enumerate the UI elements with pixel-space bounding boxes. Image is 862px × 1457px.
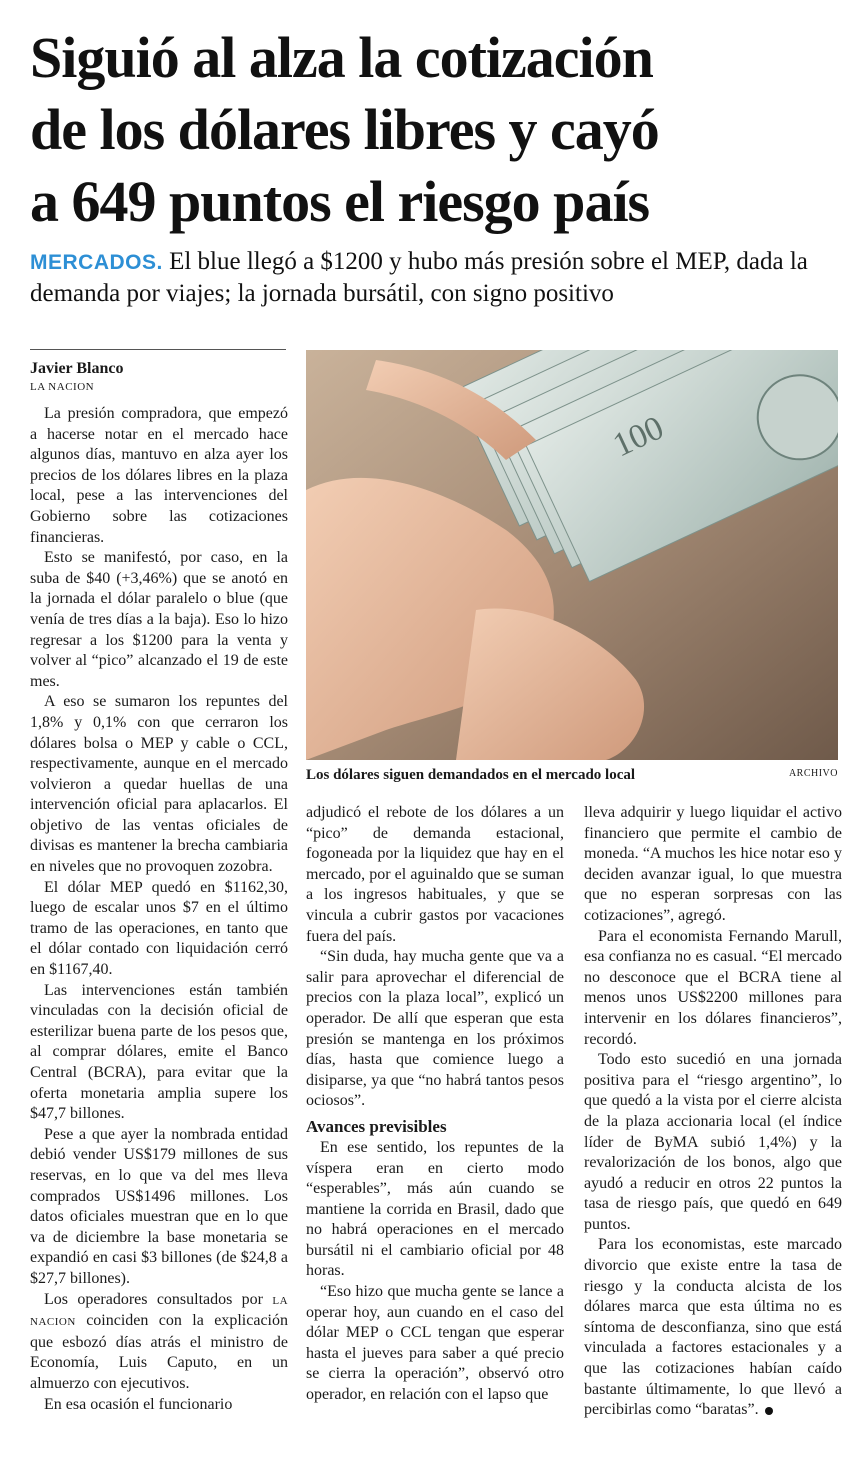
paragraph-text: Los operadores consultados por [44, 1290, 264, 1308]
paragraph: adjudicó el rebote de los dólares a un “pico” de demanda estacional, fogoneada por la liquidez que hay en el mercado, por el aguinaldo que se suman a los ingresos habituales, y que se vincula a cubrir gastos por vacaciones fuera del país. [306, 804, 564, 945]
headline-line-2: de los dólares libres y cayó [30, 97, 659, 162]
paragraph: En ese sentido, los repuntes de la víspera eran en cierto modo “esperables”, más aún cuando se mantiene la corrida en Brasil, dado que no habrá operaciones en el mercado bursátil ni el cambiario oficial por 48 horas. [306, 1138, 564, 1280]
paragraph: Las intervenciones están también vinculadas con la decisión oficial de esterilizar buena parte de los pesos que, al comprar dólares, emite el Banco Central (BCRA), para evitar que la oferta monetaria amplia supere los $47,7 billones. [30, 981, 288, 1123]
article-photo [306, 350, 838, 760]
paragraph-text: Para los economistas, este marcado divorcio que existe entre la tasa de riesgo y la conducta alcista de los dólares marca que esta última no es síntoma de desconfianza, sino que está vinculada a factores estacionales y a que las cotizaciones habían caído bastante últimamente, lo que llevó a percibirlas como “baratas”. [584, 1236, 842, 1419]
paragraph: “Eso hizo que mucha gente se lance a operar hoy, aun cuando en el caso del dólar MEP o CCL tengan que esperar hasta el jueves para saber a qué precio se cierra la operación”, observó otro operador, en relación con el lapso que [306, 1283, 564, 1404]
money-photo-illustration [306, 350, 838, 760]
subheading: Avances previsibles [306, 1116, 447, 1136]
article-column-1 [30, 404, 288, 1415]
byline-author: Javier Blanco [30, 360, 124, 377]
deck [30, 246, 850, 309]
divider [30, 349, 286, 350]
section-kicker: MERCADOS. [30, 251, 163, 274]
paragraph: Esto se manifestó, por caso, en la suba de $40 (+3,46%) que se anotó en la jornada el dólar paralelo o blue (que venía de tres días a la baja). Eso lo hizo regresar a los $1200 para la venta y volver al “pico” alcanzado el 19 de este mes. [30, 549, 288, 690]
paragraph: La presión compradora, que empezó a hacerse notar en el mercado hace algunos días, mantuvo en alza ayer los precios de los dólares libres en la plaza local, pese a las intervenciones del Gobierno sobre las cotizaciones financieras. [30, 405, 288, 546]
paragraph [30, 1290, 288, 1395]
photo-credit: ARCHIVO [788, 768, 838, 779]
headline-line-3: a 649 puntos el riesgo país [30, 169, 650, 234]
headline-line-1: Siguió al alza la cotización [30, 25, 653, 90]
paragraph: A eso se sumaron los repuntes del 1,8% y 0,1% con que cerraron los dólares bolsa o MEP y cable o CCL, respectivamente, aunque en el mercado volvieron a quedar huellas de una intervención oficial para aplacarlos. El objetivo de las ventas oficiales de divisas es mantener la brecha cambiaria en niveles que no provoquen zozobra. [30, 693, 288, 876]
paragraph: lleva adquirir y luego liquidar el activo financiero que permite el cambio de moneda. “A muchos les hice notar eso y deciden avanzar igual, lo que muestra que no esperan sorpresas con las cotizaciones”, agregó. [584, 804, 842, 924]
paragraph: “Sin duda, hay mucha gente que va a salir para aprovechar el diferencial de precios con la plaza local”, explicó un operador. De allí que esperan que esta presión se mantenga en los próximos días, hasta que comience luego a disiparse, ya que “no habrá tantos pesos ociosos”. [306, 948, 564, 1110]
svg-text:100: 100 [607, 409, 670, 465]
newspaper-name: LA NACION [30, 1294, 289, 1329]
paragraph: En esa ocasión el funcionario [44, 1395, 233, 1413]
deck-text: El blue llegó a $1200 y hubo más presión sobre el MEP, dada la demanda por viajes; la jornada bursátil, con signo positivo [30, 248, 808, 307]
article-column-3 [584, 803, 842, 1421]
article-column-2 [306, 803, 564, 1406]
photo-caption [306, 766, 838, 784]
paragraph: Para el economista Fernando Marull, esa confianza no es casual. “El mercado no desconoce que el BCRA tiene al menos unos US$2200 millones para intervenir en los dólares financieros”, recordó. [584, 927, 842, 1048]
paragraph [584, 1235, 842, 1420]
paragraph: Pese a que ayer la nombrada entidad debió vender US$179 millones de sus reservas, en lo que va del mes lleva comprados US$1496 millones. Los datos oficiales muestran que en lo que va de diciembre la base monetaria se expandió en casi $3 billones (de $24,8 a $27,7 billones). [30, 1125, 288, 1287]
paragraph: Todo esto sucedió en una jornada positiva para el “riesgo argentino”, lo que quedó a la vista por el cierre alcista de la plaza accionaria local (el índice líder de ByMA subió 1,4%) y la revalorización de los bonos, algo que ayudó a reducir en otros 22 puntos la tasa de riesgo país, que quedó en 649 puntos. [584, 1051, 842, 1233]
end-of-article-icon [765, 1407, 773, 1415]
byline-source: LA NACION [30, 381, 95, 393]
headline [30, 22, 840, 238]
paragraph-text: coinciden con la explicación que esbozó días atrás el ministro de Economía, Luis Caputo, en un almuerzo con ejecutivos. [30, 1312, 288, 1392]
caption-text: Los dólares siguen demandados en el mercado local [306, 767, 636, 783]
paragraph: El dólar MEP quedó en $1162,30, luego de escalar unos $7 en el último tramo de las operaciones, en tanto que el dólar contado con liquidación cerró en $1167,40. [30, 878, 288, 979]
